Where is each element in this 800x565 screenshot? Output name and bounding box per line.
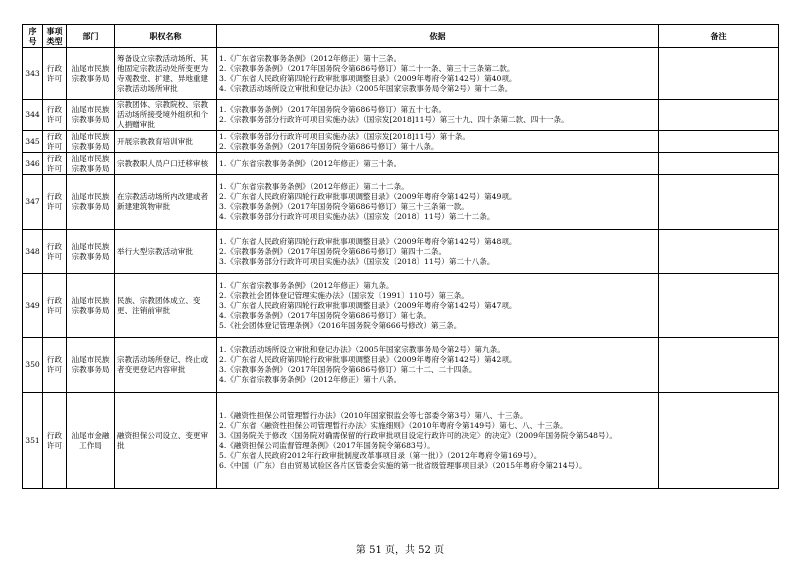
basis-line: 3.《国务院关于修改〈国务院对确需保留的行政审批项目设定行政许可的决定〉的决定》（2009年国务院令第548号）。: [219, 430, 617, 440]
basis-line: 2.《宗教事务条例》（2017年国务院令第686号修订）第四十二条。: [219, 246, 447, 256]
row-basis: [217, 230, 659, 274]
row-type: 行政许可: [43, 48, 67, 100]
basis-line: 1.《融资性担保公司管理暂行办法》（2010年国家银监会等七部委令第3号）第八、十三条。: [219, 410, 528, 420]
row-type: 行政许可: [43, 230, 67, 274]
basis-line: 2.《宗教事务部分行政许可项目实施办法》（国宗发[2018]11号）第三十九、四十条第二款、四十一条。: [219, 115, 569, 124]
basis-line: 5.《广东省人民政府2012年行政审批制度改革事项目录（第一批）》（2012年粤府令第169号）。: [219, 450, 542, 460]
row-authority-name: 宗教教职人员户口迁移审核: [115, 153, 217, 175]
row-type: 行政许可: [43, 153, 67, 175]
basis-line: 4.《融资担保公司监督管理条例》（2017年国务院令第683号）。: [219, 440, 435, 450]
basis-line: 1.《广东省宗教事务条例》（2012年修正）第三十条。: [219, 158, 402, 168]
table-row: [23, 274, 779, 338]
row-note: [659, 100, 779, 131]
row-number: 345: [23, 131, 43, 153]
row-department: 汕尾市民族宗教事务局: [67, 175, 115, 230]
table-row: [23, 153, 779, 175]
row-authority-name: 宗教活动场所登记、终止或者变更登记内容审批: [115, 338, 217, 393]
row-authority-name: 举行大型宗教活动审批: [115, 230, 217, 274]
basis-line: 2.《宗教社会团体登记管理实施办法》（国宗发〔1991〕110号）第三条。: [219, 290, 469, 300]
row-note: [659, 48, 779, 100]
basis-line: 3.《宗教事务部分行政许可项目实施办法》（国宗发〔2018〕11号）第二十八条。: [219, 256, 495, 266]
header-no: 序号: [23, 25, 43, 48]
row-note: [659, 230, 779, 274]
row-authority-name: 开展宗教教育培训审批: [115, 131, 217, 153]
basis-line: 1.《广东省宗教事务条例》（2012年修正）第十三条。: [219, 53, 402, 63]
row-basis: [217, 393, 659, 489]
table-row: [23, 48, 779, 100]
row-department: 汕尾市民族宗教事务局: [67, 100, 115, 131]
row-number: 350: [23, 338, 43, 393]
row-type: 行政许可: [43, 274, 67, 338]
row-department: 汕尾市民族宗教事务局: [67, 153, 115, 175]
basis-line: 4.《宗教活动场所设立审批和登记办法》（2005年国家宗教事务局令第2号）第十二条。: [219, 83, 513, 93]
page-footer: 第 51 页，共 52 页: [355, 545, 445, 556]
table-row: [23, 131, 779, 153]
basis-line: 1.《广东省宗教事务条例》（2012年修正）第二十二条。: [219, 182, 409, 191]
basis-line: 3.《广东省人民政府第四轮行政审批事项调整目录》（2009年粤府令第142号）第47项。: [219, 300, 517, 310]
basis-line: 1.《广东省宗教事务条例》（2012年修正）第九条。: [219, 280, 394, 290]
row-number: 343: [23, 48, 43, 100]
basis-line: 6.《中国（广东）自由贸易试验区各片区管委会实施的第一批省级管理事项目录》（2015年粤府令第214号）。: [219, 460, 587, 470]
header-dept: 部门: [67, 25, 115, 48]
table-row: [23, 338, 779, 393]
basis-line: 2.《宗教事务条例》（2017年国务院令第686号修订）第十八条。: [219, 141, 439, 151]
row-authority-name: 在宗教活动场所内改建或者新建建筑物审批: [115, 175, 217, 230]
table-row: [23, 100, 779, 131]
basis-line: 2.《广东省〈融资性担保公司管理暂行办法〉实施细则》（2010年粤府令第149号）第七、八、十三条。: [219, 420, 568, 430]
row-number: 346: [23, 153, 43, 175]
row-department: 汕尾市民族宗教事务局: [67, 48, 115, 100]
basis-line: 1.《宗教活动场所设立审批和登记办法》（2005年国家宗教事务局令第2号）第九条。: [219, 345, 505, 354]
header-note: 备注: [659, 25, 779, 48]
row-number: 349: [23, 274, 43, 338]
basis-line: 2.《广东省人民政府第四轮行政审批事项调整目录》（2009年粤府令第142号）第49项。: [219, 192, 517, 201]
basis-line: 5.《社会团体登记管理条例》（2016年国务院令第666号修改）第三条。: [219, 320, 462, 330]
table-row: [23, 175, 779, 230]
basis-line: 3.《宗教事务条例》（2017年国务院令第686号修订）第二十二、二十四条。: [219, 365, 477, 374]
table-header-row: [23, 25, 779, 48]
row-note: [659, 153, 779, 175]
header-name: 职权名称: [115, 25, 217, 48]
basis-line: 3.《广东省人民政府第四轮行政审批事项调整目录》（2009年粤府令第142号）第40项。: [219, 73, 517, 83]
row-authority-name: 民族、宗教团体成立、变更、注销前审批: [115, 274, 217, 338]
row-type: 行政许可: [43, 175, 67, 230]
row-note: [659, 338, 779, 393]
row-note: [659, 131, 779, 153]
row-basis: [217, 274, 659, 338]
basis-line: 2.《宗教事务条例》（2017年国务院令第686号修订）第二十一条、第三十三条第二款。: [219, 63, 515, 73]
row-basis: [217, 48, 659, 100]
basis-line: 4.《宗教事务条例》（2017年国务院令第686号修订）第七条。: [219, 310, 431, 320]
basis-line: 4.《广东省宗教事务条例》（2012年修正）第十八条。: [219, 375, 402, 384]
row-authority-name: 宗教团体、宗教院校、宗教活动场所接受境外组织和个人捐赠审批: [115, 100, 217, 131]
table-row: [23, 230, 779, 274]
header-type: 事项类型: [43, 25, 67, 48]
row-basis: [217, 338, 659, 393]
table-body: [23, 48, 779, 489]
row-department: 汕尾市民族宗教事务局: [67, 131, 115, 153]
row-basis: [217, 175, 659, 230]
basis-line: 1.《广东省人民政府第四轮行政审批事项调整目录》（2009年粤府令第142号）第48项。: [219, 236, 517, 246]
header-basis: 依据: [217, 25, 659, 48]
basis-line: 1.《宗教事务部分行政许可项目实施办法》（国宗发[2018]11号）第十条。: [219, 131, 470, 141]
basis-line: 2.《广东省人民政府第四轮行政审批事项调整目录》（2009年粤府令第142号）第42项。: [219, 355, 517, 364]
row-number: 348: [23, 230, 43, 274]
row-number: 347: [23, 175, 43, 230]
basis-line: 3.《宗教事务条例》（2017年国务院令第686号修订）第三十三条第一款。: [219, 202, 469, 211]
row-department: 汕尾市金融工作局: [67, 393, 115, 489]
row-note: [659, 175, 779, 230]
row-note: [659, 393, 779, 489]
row-department: 汕尾市民族宗教事务局: [67, 230, 115, 274]
basis-line: 1.《宗教事务条例》（2017年国务院令第686号修订）第五十七条。: [219, 105, 447, 114]
row-department: 汕尾市民族宗教事务局: [67, 274, 115, 338]
row-department: 汕尾市民族宗教事务局: [67, 338, 115, 393]
row-type: 行政许可: [43, 100, 67, 131]
row-type: 行政许可: [43, 393, 67, 489]
row-type: 行政许可: [43, 338, 67, 393]
basis-line: 4.《宗教事务部分行政许可项目实施办法》（国宗发〔2018〕11号）第二十二条。: [219, 212, 495, 221]
row-type: 行政许可: [43, 131, 67, 153]
row-basis: [217, 131, 659, 153]
row-number: 344: [23, 100, 43, 131]
row-note: [659, 274, 779, 338]
row-basis: [217, 100, 659, 131]
authority-table: [22, 24, 779, 489]
row-basis: [217, 153, 659, 175]
row-authority-name: 融资担保公司设立、变更审批: [115, 393, 217, 489]
table-row: [23, 393, 779, 489]
row-authority-name: 筹备设立宗教活动场所、其他固定宗教活动处所变更为寺观教堂、扩建、异地重建宗教活动场所审批: [115, 48, 217, 100]
row-number: 351: [23, 393, 43, 489]
